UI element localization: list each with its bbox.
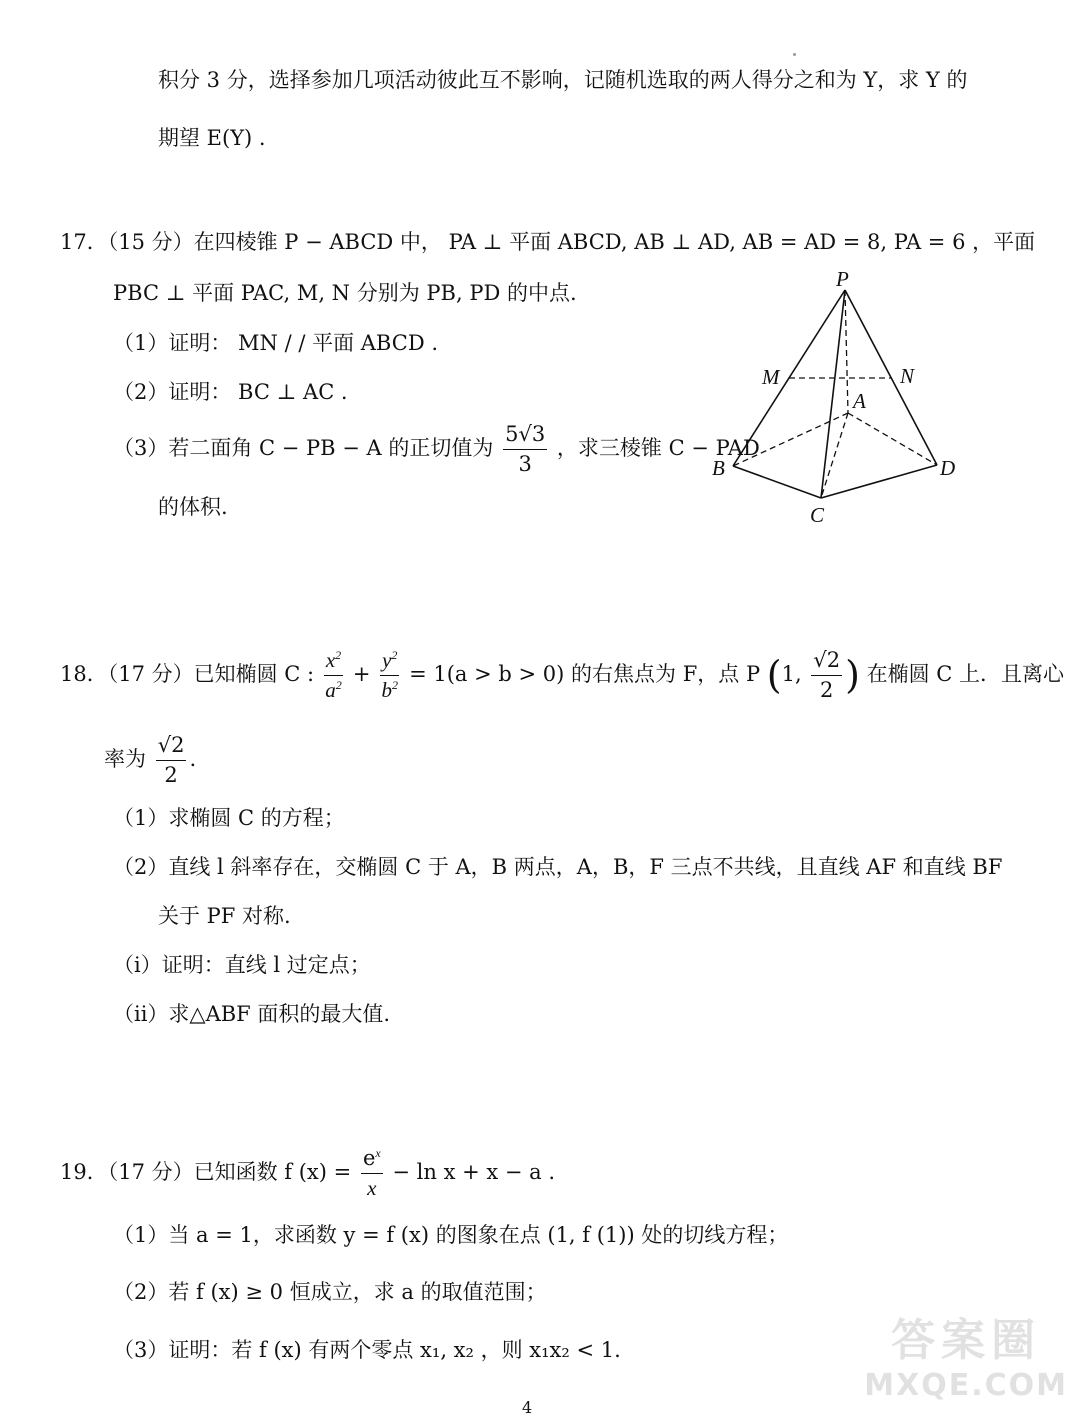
paren-close: ) <box>845 652 860 697</box>
exponent: x <box>375 1146 381 1160</box>
edge-PA <box>845 290 848 413</box>
sub-question <box>113 422 760 477</box>
sub-question: （3）证明：若 f (x) 有两个零点 x₁, x₂ ，则 x₁x₂ < 1. <box>113 1338 621 1362</box>
label-M: M <box>762 365 780 389</box>
text-span: 18．（17 分）已知椭圆 C : <box>60 662 315 687</box>
fraction-denominator: 2 <box>820 678 834 703</box>
text-span: 1, <box>781 662 802 687</box>
label-N: N <box>900 364 915 388</box>
question-18-heading: 18．（17 分）已知椭圆 C : $\frac{x^2}{a^2}$ + $\frac{y^2}{b^2}$ = 1(a > b > 0) 的右焦点为 F，点 P (1, $\frac{√2}{2}$ ) 在椭圆 C 上．且离心 <box>60 648 1065 703</box>
fraction-denominator <box>324 676 343 703</box>
text-span: ，求三棱锥 C − PAD <box>556 436 760 461</box>
paren-open: ( <box>766 652 782 697</box>
sub-question: （1）当 a = 1，求函数 y = f (x) 的图象在点 (1, f (1)) 处的切线方程； <box>113 1223 789 1247</box>
text-span: （3）若二面角 C − PB − A 的正切值为 <box>113 436 494 461</box>
text-span: = 1(a > b > 0) 的右焦点为 F，点 P <box>409 662 761 687</box>
var-y: y <box>382 648 392 672</box>
exponent: 2 <box>335 648 342 662</box>
edge-BC <box>733 466 821 498</box>
euler-e: e <box>362 1146 376 1170</box>
sub-question: （2）证明： BC ⊥ AC . <box>113 380 348 404</box>
page-number: 4 <box>522 1398 533 1417</box>
var-x: x <box>325 648 336 672</box>
text-span: 在椭圆 C 上．且离心 <box>866 662 1065 687</box>
fraction-numerator <box>380 648 399 676</box>
fraction <box>156 733 187 788</box>
exponent: 2 <box>392 678 398 693</box>
sub-question: （2）若 f (x) ≥ 0 恒成立，求 a 的取值范围； <box>113 1280 547 1304</box>
label-A: A <box>853 389 866 413</box>
sub-question: （ii）求△ABF 面积的最大值. <box>113 1002 391 1026</box>
sub-question: （i）证明：直线 l 过定点； <box>113 953 371 977</box>
fraction-denominator: x <box>367 1176 377 1201</box>
label-B: B <box>712 456 725 480</box>
text-line: 关于 PF 对称. <box>158 904 291 928</box>
fraction-numerator <box>324 648 343 676</box>
question-19-heading <box>60 1146 555 1201</box>
fraction <box>380 648 399 703</box>
var-b: b <box>381 678 392 703</box>
text-span: − ln x + x − a . <box>392 1160 556 1185</box>
text-line: 积分 3 分，选择参加几项活动彼此互不影响，记随机选取的两人得分之和为 Y，求 Y 的 <box>158 68 968 92</box>
fraction-denominator: 2 <box>164 763 178 788</box>
sub-question: （2）直线 l 斜率存在，交椭圆 C 于 A，B 两点，A，B，F 三点不共线，且直线 AF 和直线 BF <box>113 855 1003 879</box>
text-span: 率为 <box>104 747 146 772</box>
var-a: a <box>325 678 336 703</box>
fraction-numerator: 5√3 <box>503 422 547 450</box>
fraction <box>811 648 842 703</box>
watermark-text: 答案圈 <box>891 1315 1042 1366</box>
fraction-denominator: 3 <box>518 452 532 477</box>
text-line: 期望 E(Y) . <box>158 126 266 150</box>
label-D: D <box>940 456 956 480</box>
text-line: 的体积. <box>158 495 228 519</box>
text-line: PBC ⊥ 平面 PAC, M, N 分别为 PB, PD 的中点. <box>113 281 577 305</box>
fraction <box>361 1146 383 1201</box>
watermark <box>864 1304 1068 1403</box>
fraction-numerator: √2 <box>156 733 187 761</box>
fraction-denominator <box>380 676 399 703</box>
sub-question: （1）证明： MN / / 平面 ABCD . <box>113 331 439 355</box>
fraction <box>324 648 343 703</box>
text-line <box>104 733 196 788</box>
label-P: P <box>836 268 849 291</box>
watermark-url: MXQE.COM <box>864 1368 1068 1403</box>
fraction-numerator: √2 <box>811 648 842 676</box>
exponent: 2 <box>335 678 342 693</box>
text-span: 19．（17 分）已知函数 f (x) = <box>60 1160 352 1185</box>
fraction <box>503 422 547 477</box>
pyramid-figure <box>700 268 980 538</box>
edge-AC <box>821 413 848 498</box>
sub-question: （1）求椭圆 C 的方程； <box>113 806 345 830</box>
label-C: C <box>810 503 825 527</box>
edge-CD <box>821 465 937 498</box>
exponent: 2 <box>391 648 398 662</box>
question-17-heading: 17．（15 分）在四棱锥 P − ABCD 中， PA ⊥ 平面 ABCD, AB ⊥ AD, AB = AD = 8, PA = 6 ，平面 <box>60 230 1036 254</box>
speck <box>793 53 796 56</box>
text-span: . <box>189 747 197 772</box>
fraction-numerator <box>361 1146 383 1174</box>
